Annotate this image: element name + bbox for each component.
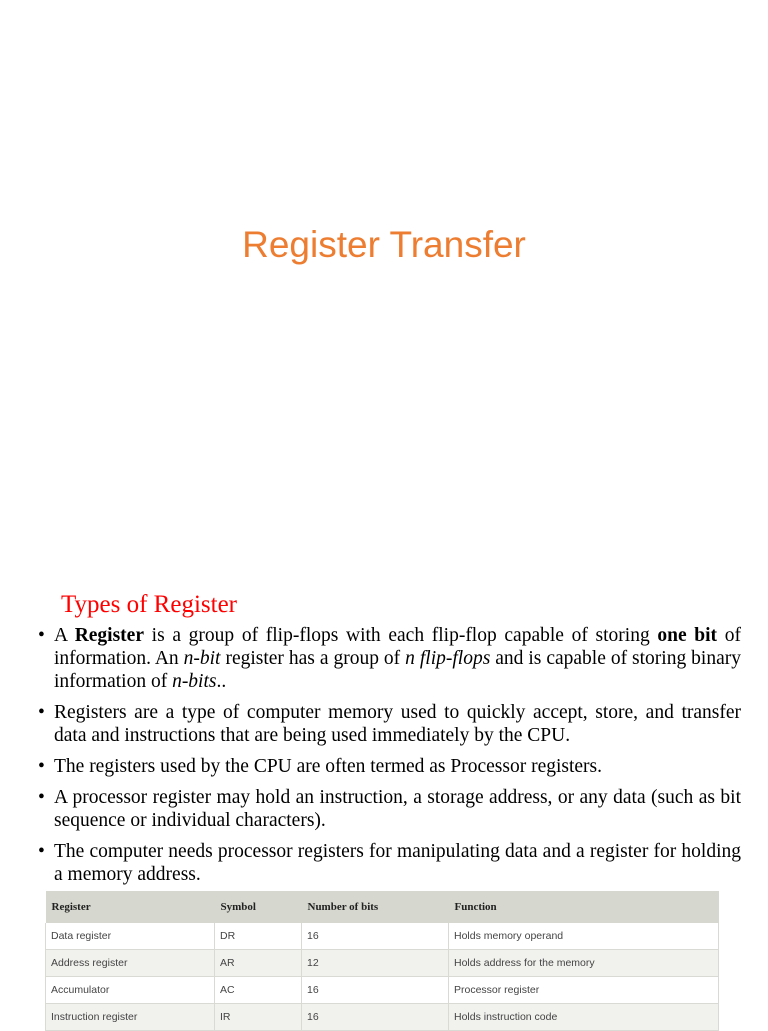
bullet-list [38, 624, 741, 894]
table-cell: AR [215, 950, 302, 977]
table-row [46, 977, 719, 1004]
bullet-item [38, 840, 741, 886]
bullet-text-run: n flip-flops [405, 648, 491, 669]
table-cell: Holds memory operand [449, 923, 719, 950]
bullet-text-run: .. [216, 671, 227, 692]
bullet-text-run: The registers used by the CPU are often termed as Processor registers. [54, 756, 603, 777]
table-cell: DR [215, 923, 302, 950]
table-cell: Accumulator [46, 977, 215, 1004]
slide-title: Register Transfer [242, 224, 526, 265]
table-row [46, 950, 719, 977]
bullet-text-run: n-bit [183, 648, 221, 669]
table-cell: Holds address for the memory [449, 950, 719, 977]
bullet-item [38, 755, 741, 778]
bullet-text-run: n-bits [172, 671, 217, 692]
bullet-item [38, 624, 741, 693]
bullet-item [38, 786, 741, 832]
bullet-text-run: The computer needs processor registers for manipulating data and a register for holding a memory address. [54, 841, 741, 885]
table-cell: Instruction register [46, 1004, 215, 1031]
table-cell: Data register [46, 923, 215, 950]
table-cell: 16 [302, 977, 449, 1004]
bullet-item [38, 701, 741, 747]
table-row [46, 923, 719, 950]
table-row [46, 1004, 719, 1031]
bullet-text-run: A processor register may hold an instruction, a storage address, or any data (such as bit sequence or individual characters). [54, 787, 741, 831]
header-register: Register [46, 891, 215, 923]
bullet-text-run: Registers are a type of computer memory used to quickly accept, store, and transfer data and instructions that are being used immediately by the CPU. [54, 702, 741, 746]
bullet-text-run: is a group of flip-flops with each flip-flop capable of storing [144, 625, 658, 646]
header-symbol: Symbol [215, 891, 302, 923]
table-cell: Processor register [449, 977, 719, 1004]
table-cell: Address register [46, 950, 215, 977]
bullet-text-run: register has a group of [220, 648, 406, 669]
table-cell: 12 [302, 950, 449, 977]
bullet-text-run: Register [74, 625, 144, 646]
table-cell: 16 [302, 1004, 449, 1031]
table-cell: 16 [302, 923, 449, 950]
bullet-text-run: one bit [657, 625, 718, 646]
table-cell: IR [215, 1004, 302, 1031]
bullet-text-run: A [54, 625, 75, 646]
header-function: Function [449, 891, 719, 923]
bullet-text-run: of information. An [54, 625, 741, 669]
table-cell: AC [215, 977, 302, 1004]
section-heading: Types of Register [61, 591, 237, 618]
table-header-row [46, 891, 719, 923]
table-cell: Holds instruction code [449, 1004, 719, 1031]
header-number-of-bits: Number of bits [302, 891, 449, 923]
register-table [45, 891, 719, 1031]
bullet-text-run: and is capable of storing binary information of [54, 648, 742, 692]
